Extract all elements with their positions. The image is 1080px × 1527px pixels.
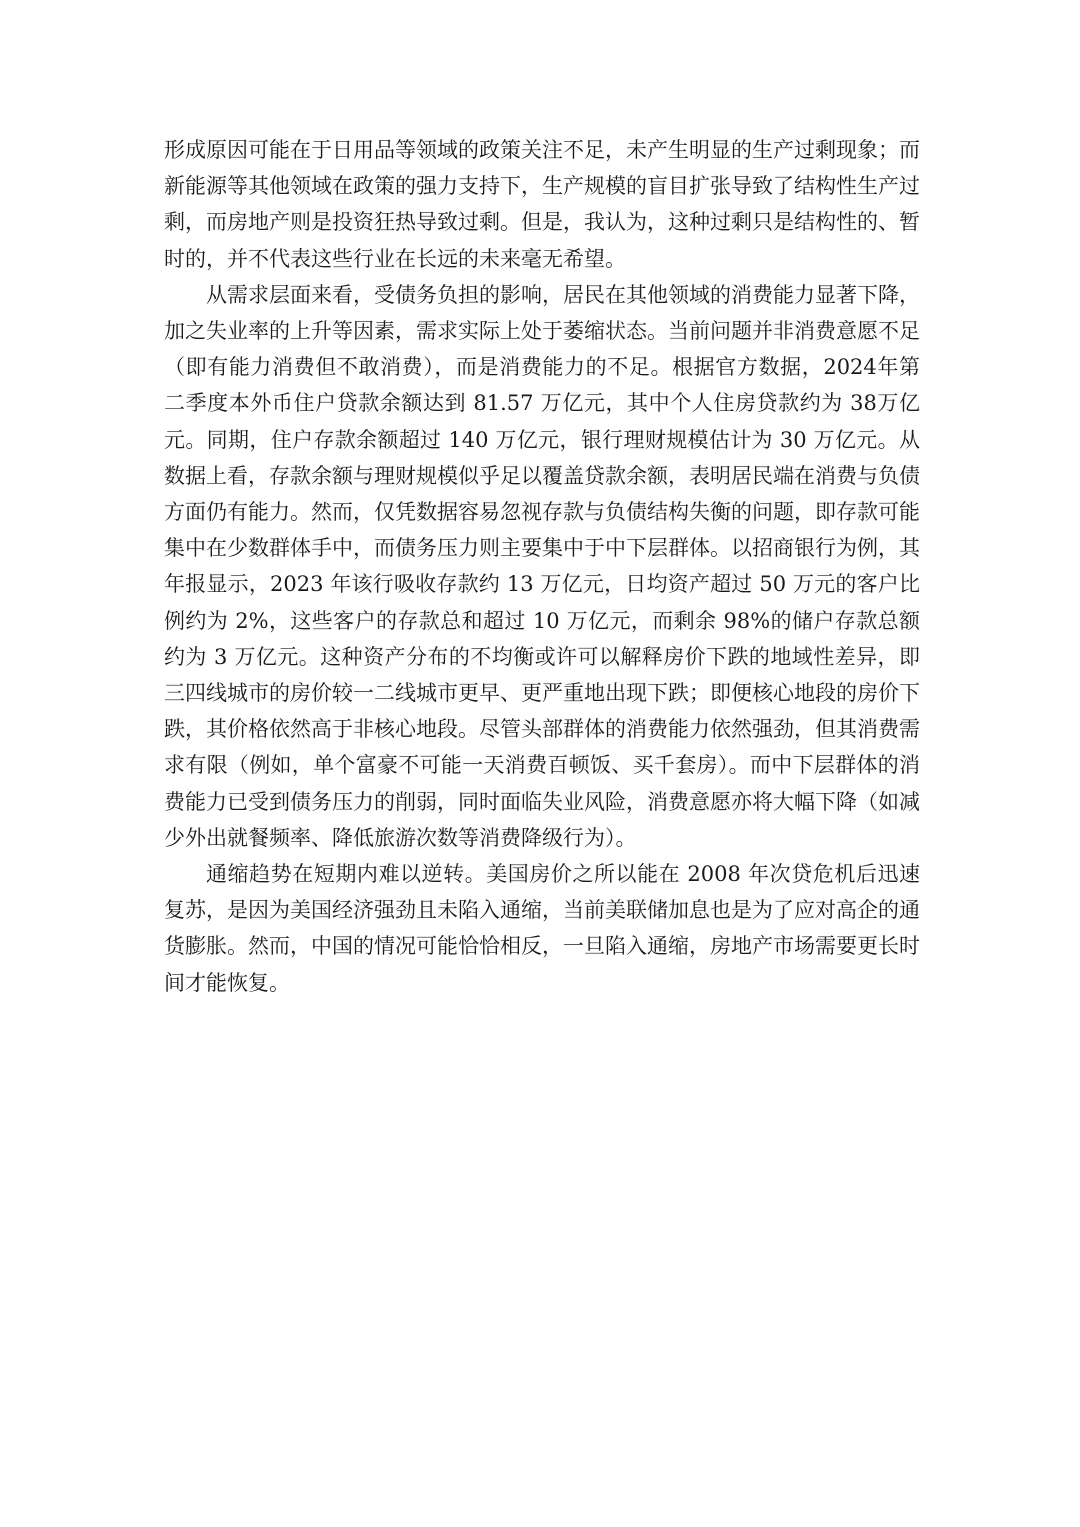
paragraph-deflation: 通缩趋势在短期内难以逆转。美国房价之所以能在 2008 年次贷危机后迅速复苏，是因为美国经济强劲且未陷入通缩，当前美联储加息也是为了应对高企的通货膨胀。然而，中国的情况可能恰恰相反，一旦陷入通缩，房地产市场需要更长时间才能恢复。 — [164, 862, 920, 995]
body-text — [164, 132, 920, 1001]
paragraph-overcapacity: 形成原因可能在于日用品等领域的政策关注不足，未产生明显的生产过剩现象；而新能源等其他领域在政策的强力支持下，生产规模的盲目扩张导致了结构性生产过剩，而房地产则是投资狂热导致过剩。但是，我认为，这种过剩只是结构性的、暂时的，并不代表这些行业在长远的未来毫无希望。 — [164, 138, 920, 271]
paragraph-demand: 从需求层面来看，受债务负担的影响，居民在其他领域的消费能力显著下降，加之失业率的上升等因素，需求实际上处于萎缩状态。当前问题并非消费意愿不足（即有能力消费但不敢消费），而是消费能力的不足。根据官方数据，2024年第二季度本外币住户贷款余额达到 81.57 万亿元，其中个人住房贷款约为 38万亿元。同期，住户存款余额超过 140 万亿元，银行理财规模估计为 30 万亿元。从数据上看，存款余额与理财规模似乎足以覆盖贷款余额，表明居民端在消费与负债方面仍有能力。然而，仅凭数据容易忽视存款与负债结构失衡的问题，即存款可能集中在少数群体手中，而债务压力则主要集中于中下层群体。以招商银行为例，其年报显示，2023 年该行吸收存款约 13 万亿元，日均资产超过 50 万元的客户比例约为 2%，这些客户的存款总和超过 10 万亿元，而剩余 98%的储户存款总额约为 3 万亿元。这种资产分布的不均衡或许可以解释房价下跌的地域性差异，即三四线城市的房价较一二线城市更早、更严重地出现下跌；即便核心地段的房价下跌，其价格依然高于非核心地段。尽管头部群体的消费能力依然强劲，但其消费需求有限（例如，单个富豪不可能一天消费百顿饭、买千套房）。而中下层群体的消费能力已受到债务压力的削弱，同时面临失业风险，消费意愿亦将大幅下降（如减少外出就餐频率、降低旅游次数等消费降级行为）。 — [164, 282, 920, 850]
